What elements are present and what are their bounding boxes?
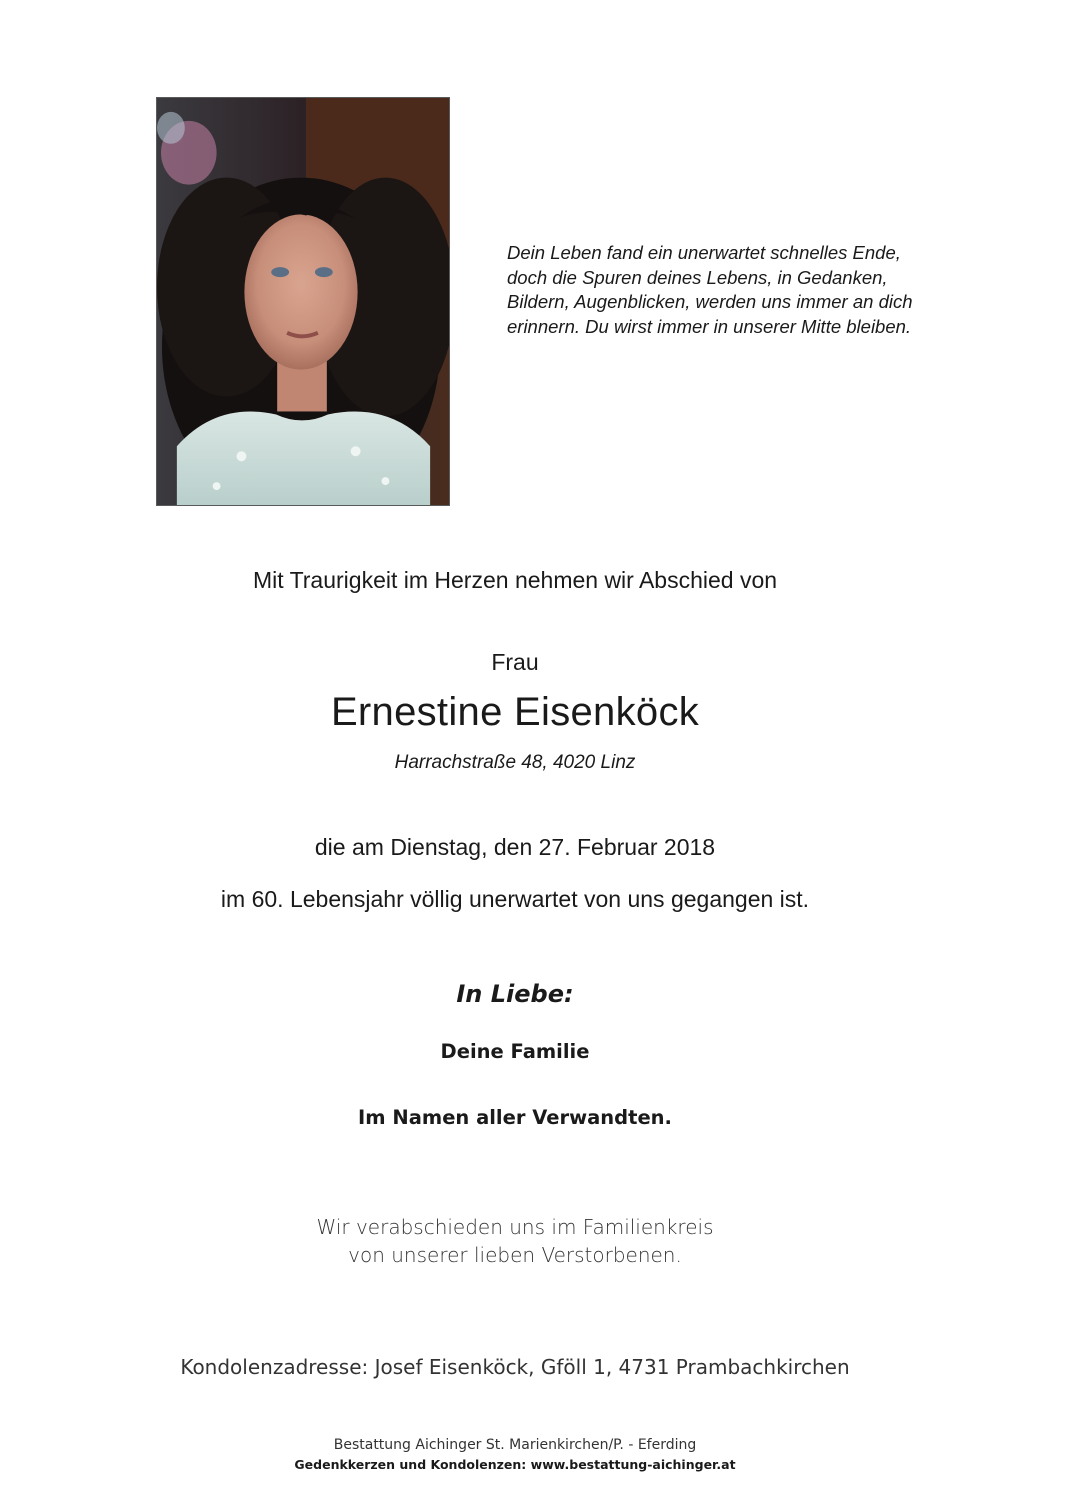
funeral-home: Bestattung Aichinger St. Marienkirchen/P. - Eferding: [333, 1437, 697, 1453]
date-of-death: die am Dienstag, den 27. Februar 2018: [314, 834, 716, 860]
portrait-photo: [156, 97, 450, 506]
relatives-signature: Im Namen aller Verwandten.: [358, 1106, 672, 1129]
salutation: Frau: [491, 649, 539, 675]
farewell-line: von unserer lieben Verstorbenen.: [348, 1243, 682, 1267]
poem-line: doch die Spuren deines Lebens, in Gedanken,: [507, 266, 888, 288]
farewell-text: [0, 1213, 1030, 1269]
portrait-photo-icon: [157, 98, 449, 505]
condolence-address: Kondolenzadresse: Josef Eisenköck, Gföll 1, 4731 Prambachkirchen: [180, 1355, 850, 1379]
age-line: im 60. Lebensjahr völlig unerwartet von uns gegangen ist.: [220, 886, 810, 912]
poem-line: Bildern, Augenblicken, werden uns immer an dich: [507, 291, 913, 312]
condolence-website: Gedenkkerzen und Kondolenzen: www.bestattung-aichinger.at: [294, 1457, 736, 1472]
poem-line: erinnern. Du wirst immer in unserer Mitte bleiben.: [507, 315, 912, 337]
deceased-address: Harrachstraße 48, 4020 Linz: [394, 752, 636, 773]
intro-text: Mit Traurigkeit im Herzen nehmen wir Abschied von: [252, 567, 778, 593]
deceased-name: Ernestine Eisenköck: [330, 690, 700, 734]
in-liebe-heading: In Liebe:: [456, 980, 574, 1008]
memorial-poem: [507, 241, 977, 339]
poem-line: Dein Leben fand ein unerwartet schnelles Ende,: [507, 242, 901, 263]
farewell-line: Wir verabschieden uns im Familienkreis: [316, 1215, 714, 1239]
family-signature: Deine Familie: [440, 1040, 590, 1063]
